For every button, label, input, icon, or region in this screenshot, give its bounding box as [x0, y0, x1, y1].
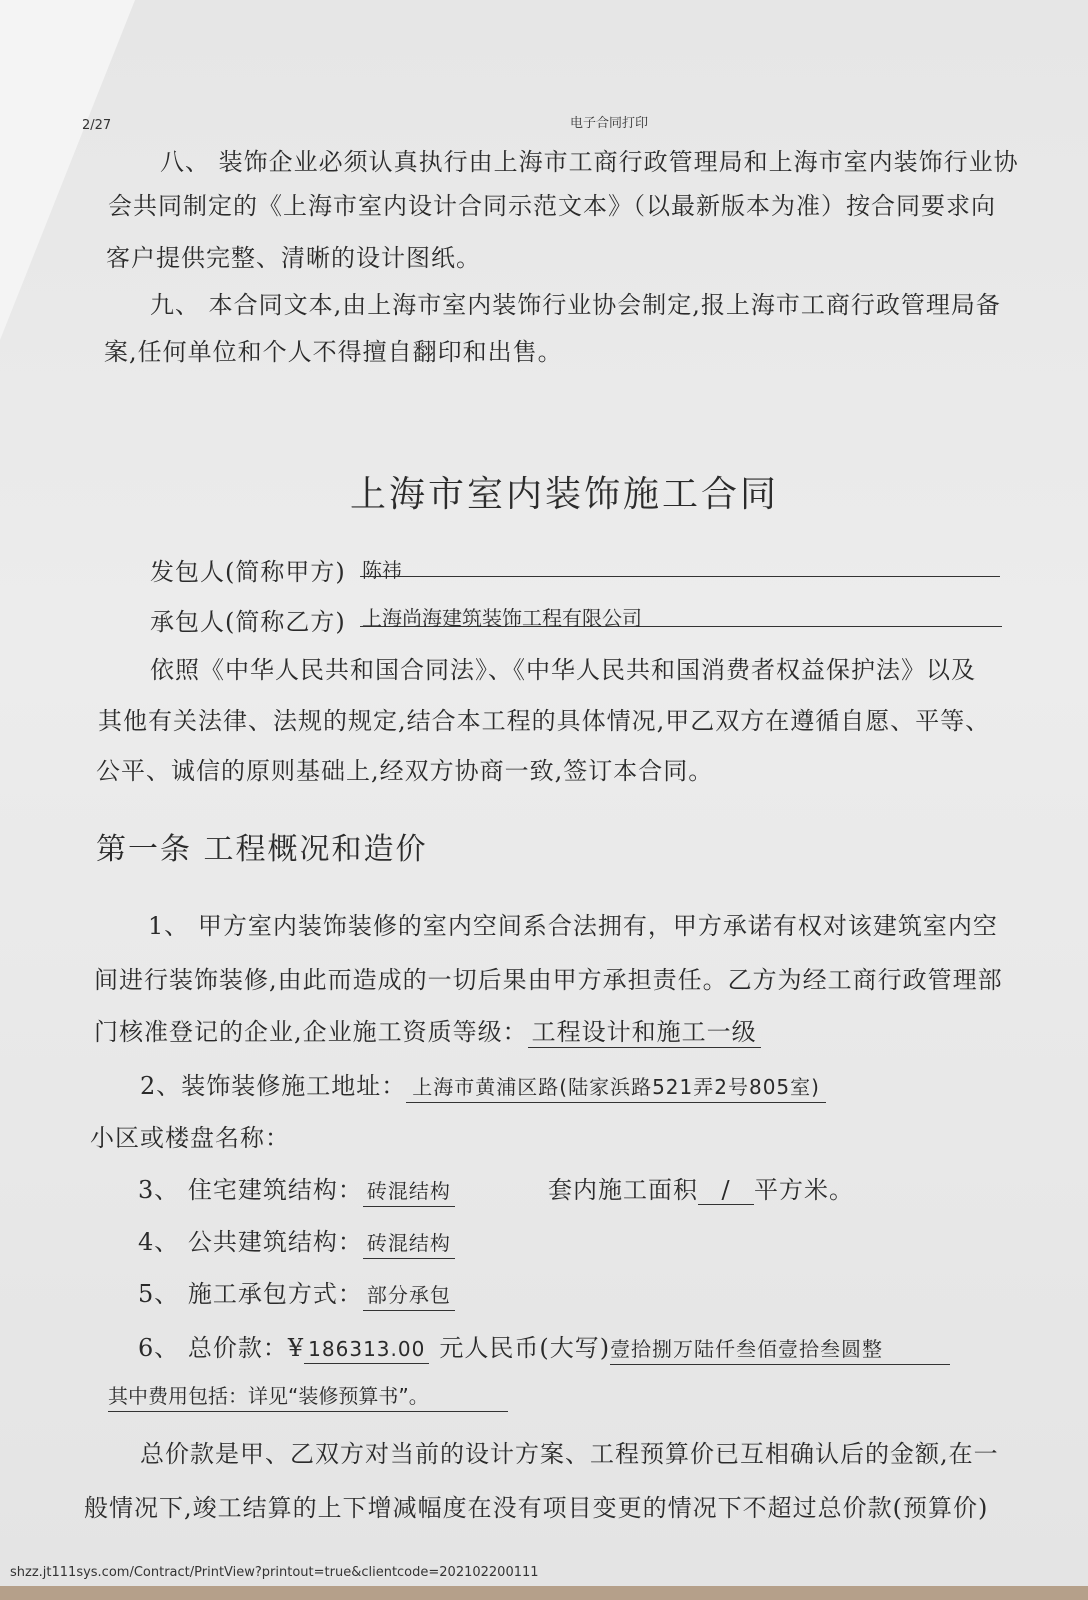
party-b-underline: [360, 600, 1002, 630]
item-1-line-2: 间进行装饰装修,由此而造成的一切后果由甲方承担责任。乙方为经工商行政管理部: [94, 966, 1003, 994]
area-unit: 平方米。: [754, 1176, 854, 1204]
public-structure-value: 砖混结构: [363, 1227, 455, 1259]
clause-9-line-1: 九、 本合同文本,由上海市室内装饰行业协会制定,报上海市工商行政管理局备: [150, 291, 1001, 319]
intro-line-3: 公平、诚信的原则基础上,经双方协商一致,签订本合同。: [96, 757, 714, 785]
intro-line-1: 依照《中华人民共和国合同法》、《中华人民共和国消费者权益保护法》以及: [150, 656, 976, 684]
page-fold-shadow: [0, 0, 135, 340]
clause-8-line-2: 会共同制定的《上海市室内设计合同示范文本》（以最新版本为准）按合同要求向: [108, 192, 996, 220]
item-1-line-1: 1、 甲方室内装饰装修的室内空间系合法拥有，甲方承诺有权对该建筑室内空: [148, 912, 998, 940]
item-6-label: 6、 总价款：¥: [138, 1334, 305, 1362]
fees-line: [108, 1380, 508, 1412]
item-5-label: 5、 施工承包方式：: [138, 1280, 363, 1308]
clause-8-line-3: 客户提供完整、清晰的设计图纸。: [106, 244, 481, 272]
area-value: /: [698, 1176, 754, 1205]
item-1-line-3: 门核准登记的企业,企业施工资质等级：: [94, 1018, 528, 1046]
party-b-label: 承包人(简称乙方): [150, 608, 346, 636]
party-b-value: 上海尚海建筑装饰工程有限公司: [362, 606, 642, 630]
clause-9-line-2: 案,任何单位和个人不得擅自翻印和出售。: [104, 338, 563, 366]
fees-text: 其中费用包括：详见“装修预算书”。: [108, 1384, 429, 1408]
page-number: 2/27: [82, 118, 112, 133]
currency-upper-label: 元人民币(大写): [439, 1334, 611, 1362]
contract-title: 上海市室内装饰施工合同: [350, 474, 780, 515]
clause-8-line-1: 八、 装饰企业必须认真执行由上海市工商行政管理局和上海市室内装饰行业协: [160, 148, 1019, 176]
party-a-underline: [360, 552, 1000, 582]
table-surface: [0, 1586, 1088, 1600]
construction-address-value: 上海市黄浦区路(陆家浜路521弄2号805室): [406, 1071, 826, 1103]
amount-in-words-value: 壹拾捌万陆仟叁佰壹拾叁圆整: [610, 1333, 950, 1365]
item-3-label: 3、 住宅建筑结构：: [138, 1176, 363, 1204]
party-a-value: 陈祎: [362, 558, 402, 582]
area-label: 套内施工面积: [548, 1176, 698, 1204]
party-a-label: 发包人(简称甲方): [150, 558, 346, 586]
contract-method-value: 部分承包: [363, 1279, 455, 1311]
print-header: 电子合同打印: [570, 116, 649, 131]
print-url-footer: shzz.jt111sys.com/Contract/PrintView?printout=true&clientcode=202102200111: [10, 1565, 539, 1580]
total-amount-value: 186313.00: [304, 1337, 429, 1364]
article-1-heading: 第一条 工程概况和造价: [96, 832, 428, 867]
item-4-label: 4、 公共建筑结构：: [138, 1228, 363, 1256]
item-2-label: 2、装饰装修施工地址：: [140, 1072, 407, 1100]
intro-line-2: 其他有关法律、法规的规定,结合本工程的具体情况,甲乙双方在遵循自愿、平等、: [98, 707, 991, 735]
community-name-label: 小区或楼盘名称：: [90, 1124, 290, 1152]
residential-structure-value: 砖混结构: [363, 1175, 455, 1207]
qualification-level-value: 工程设计和施工一级: [528, 1012, 761, 1048]
total-price-line-2: 般情况下,竣工结算的上下增减幅度在没有项目变更的情况下不超过总价款(预算价): [84, 1494, 989, 1522]
total-price-line-1: 总价款是甲、乙双方对当前的设计方案、工程预算价已互相确认后的金额,在一: [140, 1440, 999, 1468]
